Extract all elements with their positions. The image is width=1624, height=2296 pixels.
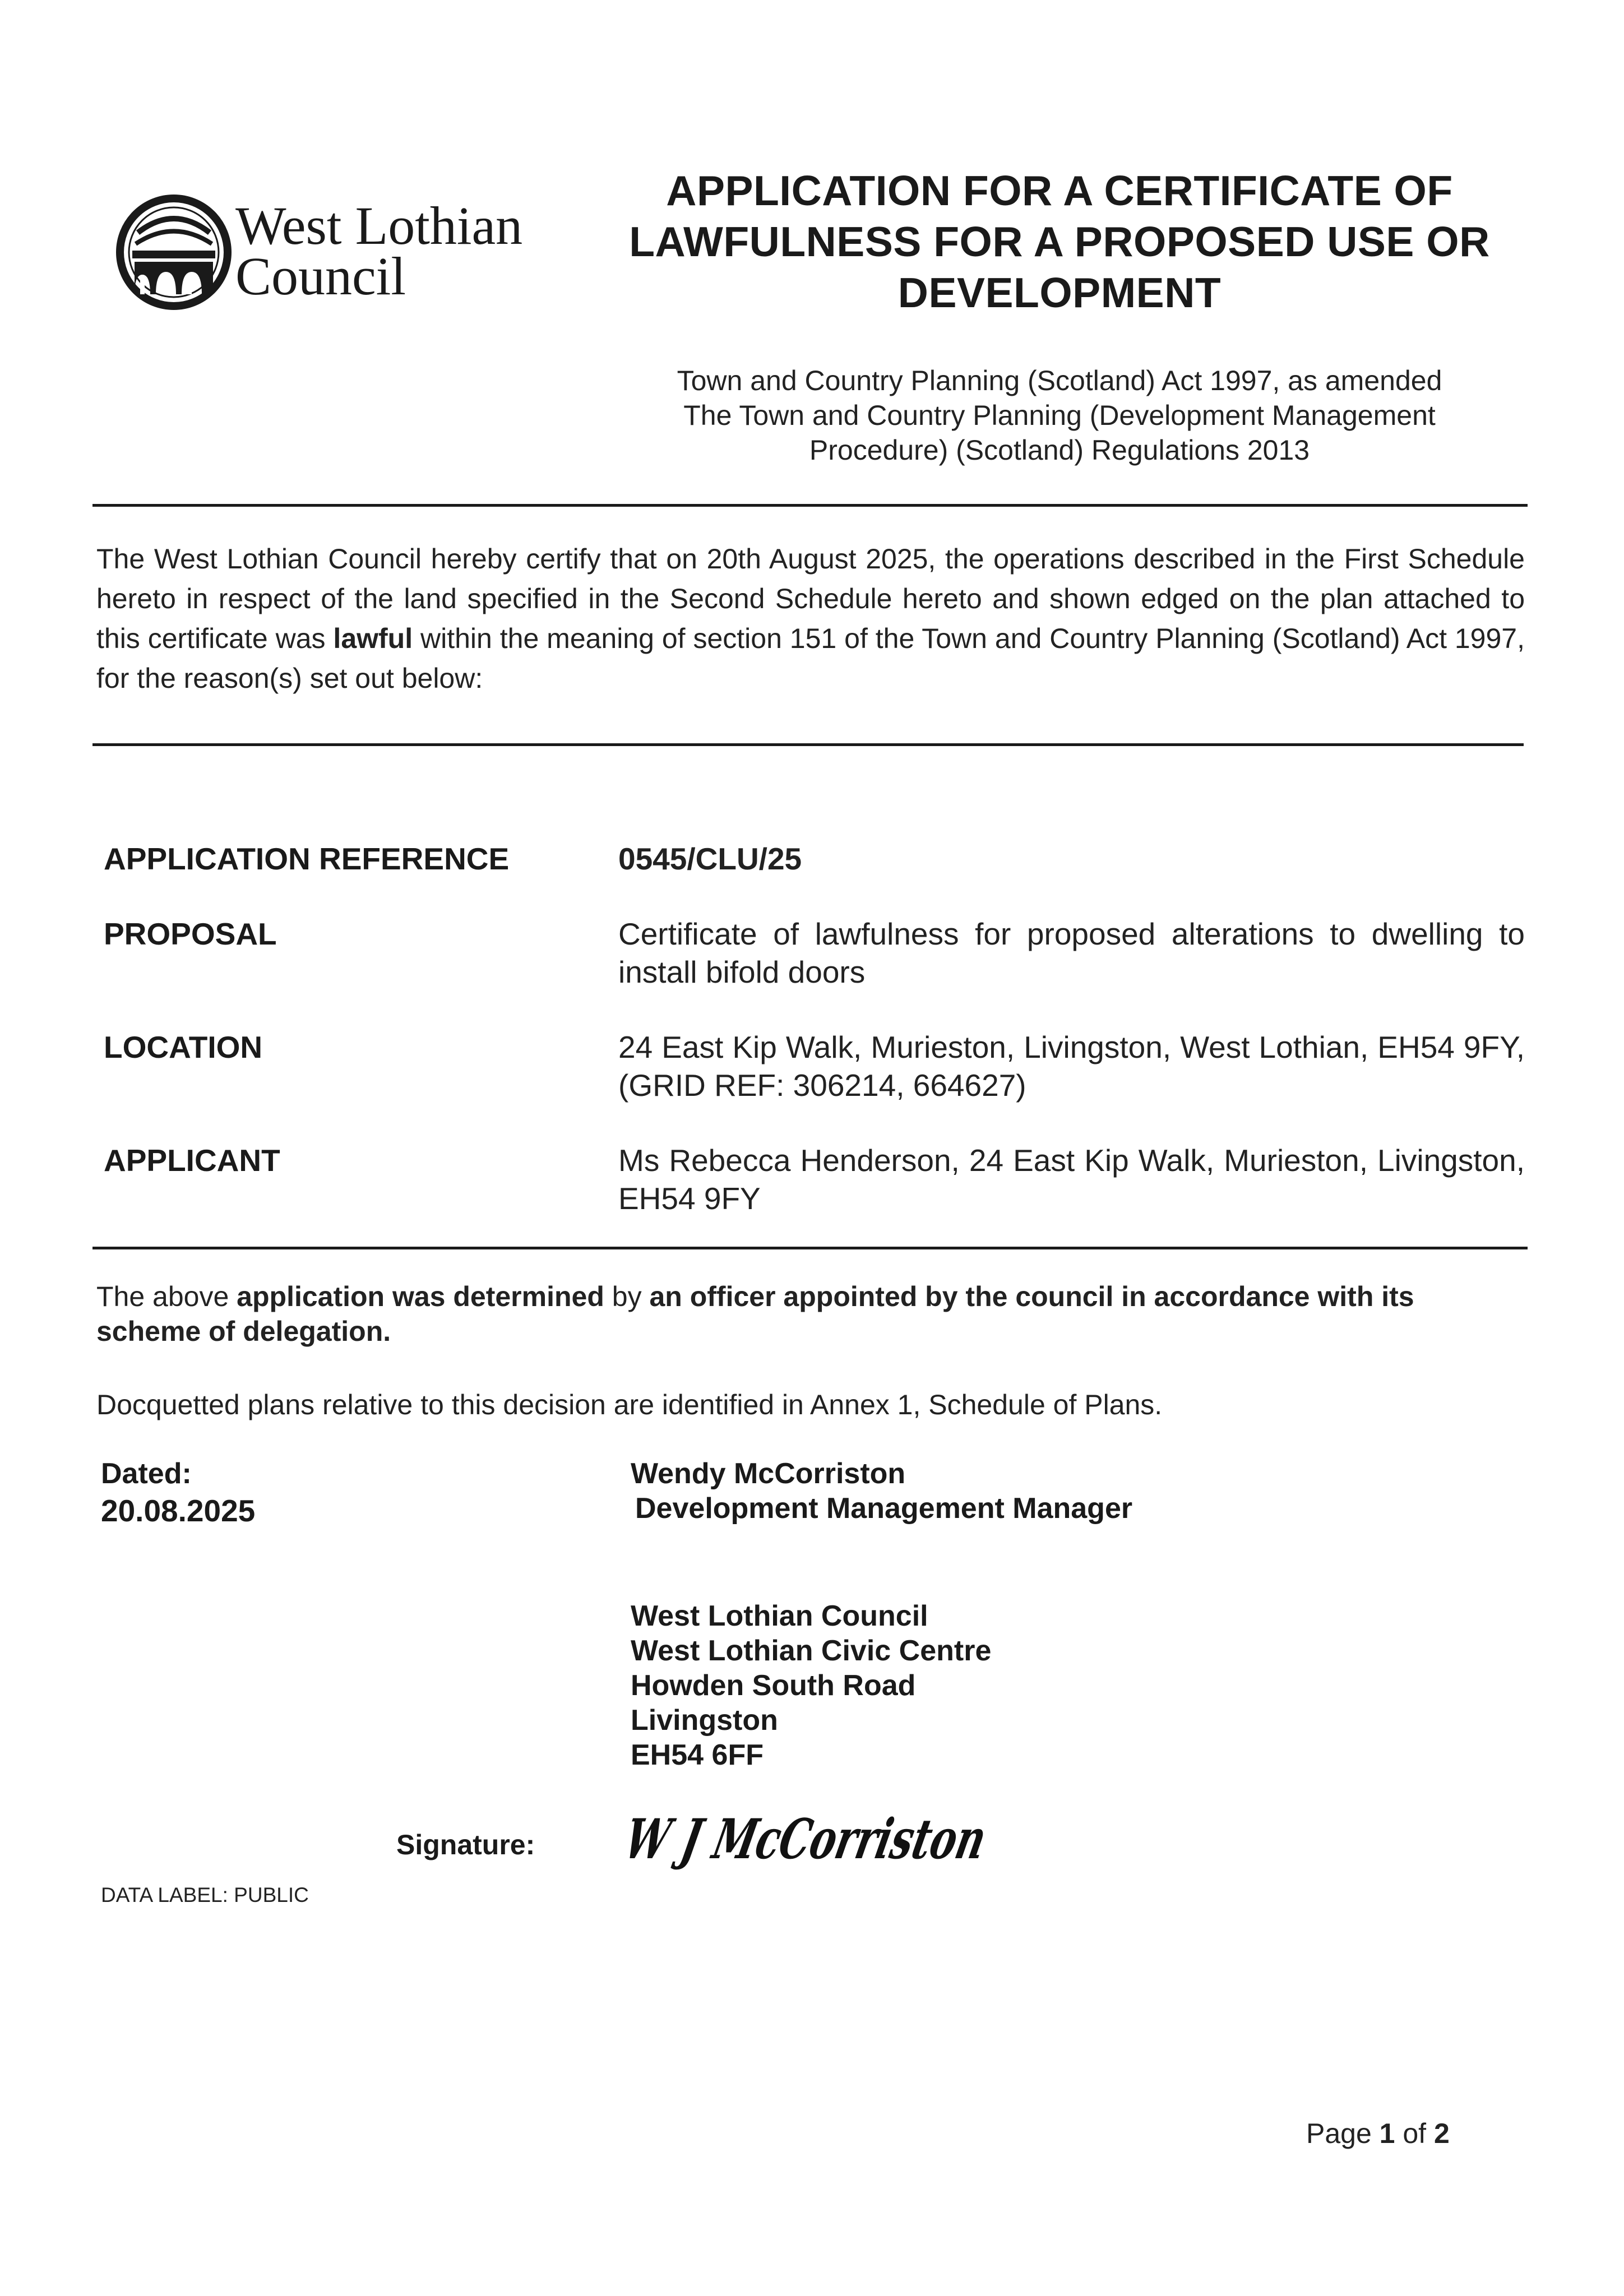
determination-part-4: an officer appointed by the council in accordance with its scheme of delegation. (96, 1281, 1414, 1347)
proposal-value: Certificate of lawfulness for proposed alterations to dwelling to install bifold doors (618, 916, 1525, 989)
legislation-references (622, 363, 1497, 467)
page-total: 2 (1433, 2118, 1450, 2149)
signature-text: W J McCorriston (619, 1807, 1145, 1872)
page-number (1306, 2116, 1450, 2151)
certify-text-after: within the meaning of section 151 of the Town and Country Planning (Scotland) Act 1997, for the reason(s) set out below: (96, 623, 1525, 694)
page-current: 1 (1379, 2118, 1395, 2149)
location-label: LOCATION (104, 1030, 263, 1064)
document-title (622, 165, 1497, 318)
certify-text-before: The West Lothian Council hereby certify that on 20th August 2025, the operations described in the First Schedule hereto in respect of the land specified in the Second Schedule hereto and shown edged on the plan attached to this certificate was (96, 543, 1525, 654)
act-line-2: The Town and Country Planning (Development Management (683, 400, 1436, 431)
determination-statement (96, 1279, 1520, 1349)
west-lothian-council-logo (118, 188, 561, 317)
reference-label: APPLICATION REFERENCE (104, 841, 510, 876)
applicant-label: APPLICANT (104, 1143, 280, 1178)
address-line-5: EH54 6FF (631, 1739, 764, 1771)
address-line-2: West Lothian Civic Centre (631, 1635, 992, 1667)
signature-label: Signature: (396, 1829, 535, 1860)
act-line-1: Town and Country Planning (Scotland) Act 1997, as amended (677, 365, 1442, 396)
title-line-3: DEVELOPMENT (897, 269, 1222, 316)
officer-title: Development Management Manager (635, 1492, 1133, 1525)
applicant-value: Ms Rebecca Henderson, 24 East Kip Walk, Murieston, Livingston, EH54 9FY (618, 1143, 1525, 1216)
determination-part-1: The above (96, 1281, 237, 1312)
divider-middle (92, 743, 1524, 746)
logo-line-2: Council (235, 246, 406, 306)
dated-value: 20.08.2025 (101, 1493, 256, 1528)
determination-part-2: application was determined (237, 1281, 604, 1312)
title-line-2: LAWFULNESS FOR A PROPOSED USE OR (629, 218, 1490, 265)
address-line-4: Livingston (631, 1704, 778, 1737)
title-line-1: APPLICATION FOR A CERTIFICATE OF (666, 167, 1453, 214)
docquetted-plans-note: Docquetted plans relative to this decision are identified in Annex 1, Schedule of Plans. (96, 1389, 1163, 1420)
page-prefix: Page (1306, 2118, 1380, 2149)
page-middle: of (1395, 2118, 1434, 2149)
dated-label: Dated: (101, 1457, 192, 1490)
handwritten-signature (619, 1802, 1145, 1886)
certification-paragraph (96, 539, 1525, 698)
officer-name: Wendy McCorriston (631, 1457, 906, 1490)
certify-text-bold: lawful (333, 623, 413, 654)
location-value: 24 East Kip Walk, Murieston, Livingston, West Lothian, EH54 9FY, (GRID REF: 306214, 664627) (618, 1030, 1525, 1103)
address-line-3: Howden South Road (631, 1669, 916, 1702)
address-line-1: West Lothian Council (631, 1600, 928, 1632)
determination-part-3: by (604, 1281, 650, 1312)
logo-line-1: West Lothian (235, 196, 523, 256)
divider-bottom (92, 1247, 1528, 1249)
data-label: DATA LABEL: PUBLIC (101, 1883, 309, 1906)
proposal-label: PROPOSAL (104, 916, 277, 951)
viaduct-emblem-icon (120, 198, 228, 306)
divider-top (92, 504, 1528, 507)
reference-value: 0545/CLU/25 (618, 841, 802, 876)
act-line-3: Procedure) (Scotland) Regulations 2013 (809, 434, 1310, 466)
